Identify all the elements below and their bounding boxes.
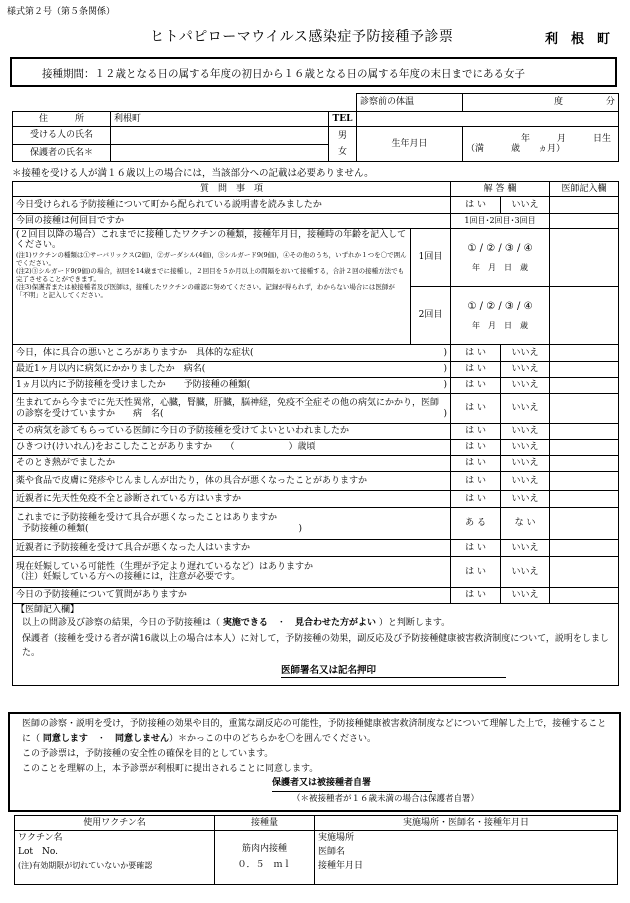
q4-yes[interactable]: は い [451,345,501,362]
form-title: ヒトパピローマウイルス感染症予防接種予診票 [150,29,454,45]
town-name: 利 根 町 [545,32,611,47]
vaccination-record-table [14,815,618,885]
question-5: 最近1ヶ月以内に病気にかかりましたか 病名( ) [13,362,451,378]
period-text: 接種期間：１２歳となる日の属する年度の初日から１６歳となる日の属する年度の末日までにある女子 [42,68,525,80]
vaccine-cell[interactable]: ワクチン名 Lot No. (注)有効期限が切れていないか要確認 [15,831,215,885]
note-over-16: ＊接種を受ける人が満１６歳以上の場合には，当該部分への記載は必要ありません。 [12,168,374,179]
tel-label: TEL [329,112,357,127]
q2-answer[interactable]: 1回目･2回目･3回目 [451,214,550,229]
q16-doctor[interactable] [550,588,619,604]
q14-yes[interactable]: は い [451,540,501,557]
question-2: 今回の接種は何回目ですか [13,214,451,229]
q3-time2-doctor[interactable] [550,287,619,345]
questionnaire-table [12,181,619,686]
q9-no[interactable]: いいえ [501,440,550,456]
question-8: その病気を診てもらっている医師に今日の予防接種を受けてよいといわれましたか [13,424,451,440]
consent-line-3: このことを理解の上，本予診票が利根町に提出されることに同意します。 [22,763,319,774]
place-col-header: 実施場所・医師名・接種年月日 [315,816,618,831]
vaccine-col-header: 使用ワクチン名 [15,816,215,831]
doctor-signature-field[interactable]: 医師署名又は記名押印 [281,666,506,678]
guardian-signature-field[interactable]: 保護者又は被接種者自署 [272,776,432,792]
temp-label: 診察前の体温 [357,94,463,112]
form-number: 様式第２号（第５条関係） [7,7,116,17]
q7-doctor[interactable] [550,394,619,424]
consent-box [8,712,621,812]
tel-field[interactable] [357,112,619,127]
question-column-header: 質 問 事 項 [13,182,451,197]
q14-no[interactable]: いいえ [501,540,550,557]
temp-field[interactable]: 度 分 [463,94,619,112]
person-info-table [12,93,619,162]
question-11: 薬や食品で皮膚に発疹やじんましんが出たり，体の具合が悪くなったことがありますか [13,472,451,491]
q3-time1-label: 1回目 [411,229,451,287]
q3-time1-answer[interactable]: ① / ② / ③ / ④ 年 月 日 歳 [451,229,550,287]
q12-yes[interactable]: は い [451,491,501,508]
q8-yes[interactable]: は い [451,424,501,440]
q11-no[interactable]: いいえ [501,472,550,491]
question-7: 生まれてから今までに先天性異常，心臓，腎臓，肝臓，脳神経，免疫不全症その他の病気にかかり，医師の診察を受けていますか 病 名( ) [13,394,451,424]
q3-time2-label: 2回目 [411,287,451,345]
q7-no[interactable]: いいえ [501,394,550,424]
q1-doctor[interactable] [550,197,619,214]
q11-doctor[interactable] [550,472,619,491]
question-1: 今日受けられる予防接種について町から配られている説明書を読みましたか [13,197,451,214]
q5-yes[interactable]: は い [451,362,501,378]
q15-no[interactable]: いいえ [501,557,550,588]
question-6: 1ヵ月以内に予防接種を受けましたか 予防接種の種類( ) [13,378,451,394]
place-cell[interactable]: 実施場所 医師名 接種年月日 [315,831,618,885]
q5-no[interactable]: いいえ [501,362,550,378]
question-10: そのとき熱がでましたか [13,456,451,472]
q13-yes[interactable]: あ る [451,508,501,540]
q4-doctor[interactable] [550,345,619,362]
birth-label: 生年月日 [357,127,463,162]
address-field[interactable]: 利根町 [111,112,329,127]
doctor-section [13,604,619,686]
person-name-label: 受ける人の氏名 [13,127,111,145]
doctor-judgement[interactable]: 以上の問診及び診察の結果，今日の予防接種は（ 実施できる ・ 見合わせた方がよい ）と判断します。 [22,618,451,629]
q2-doctor[interactable] [550,214,619,229]
q10-doctor[interactable] [550,456,619,472]
q12-no[interactable]: いいえ [501,491,550,508]
q1-yes[interactable]: は い [451,197,501,214]
consent-line-1[interactable]: 医師の診察・説明を受け，予防接種の効果や目的，重篤な副反応の可能性，予防接種健康被害救済制度などについて理解した上で，接種することに（ 同意します ・ 同意しません）＊かっこの中のどちらかを〇を囲んでください。 [22,719,607,744]
question-12: 近親者に先天性免疫不全と診断されている方はいますか [13,491,451,508]
q9-yes[interactable]: は い [451,440,501,456]
address-label: 住 所 [13,112,111,127]
dose-col-header: 接種量 [215,816,315,831]
doctor-column-header: 医師記入欄 [550,182,619,197]
person-name-field[interactable] [111,127,329,145]
q8-no[interactable]: いいえ [501,424,550,440]
question-4: 今日，体に具合の悪いところがありますか 具体的な症状( ) [13,345,451,362]
question-3: (２回目以降の場合）これまでに接種したワクチンの種類，接種年月日，接種時の年齢を記入してください。 (注1)ワクチンの種類は①サーバリックス(2価)，②ガーダシル(4価)，③シルガード9(9価)，④その他のうち，いずれか１つを〇で囲んでください。 (注2)③シルガード9(9価)の場合，初回を14歳までに接種し，２回目を５か月以上の間隔をおいて接種する，合計２回の接種方法でも完了させることができます。 (注3)保護者または被接種者及び医師は，接種したワクチンの確認に努めてください。記録が得られず，わからない場合には医師が「不明」と記入してください。 [13,229,411,345]
birth-field[interactable]: 年 月 日生 （満 歳 ヵ月） [463,127,619,162]
q14-doctor[interactable] [550,540,619,557]
q8-doctor[interactable] [550,424,619,440]
sex-field[interactable]: 男 女 [329,127,357,162]
question-9: ひきつけ(けいれん)をおこしたことがありますか （ ）歳頃 [13,440,451,456]
q10-yes[interactable]: は い [451,456,501,472]
guardian-name-label: 保護者の氏名＊ [13,144,111,162]
question-16: 今日の予防接種について質問がありますか [13,588,451,604]
q7-yes[interactable]: は い [451,394,501,424]
q9-doctor[interactable] [550,440,619,456]
q6-doctor[interactable] [550,378,619,394]
period-box [10,57,617,87]
q1-no[interactable]: いいえ [501,197,550,214]
doctor-explanation: 保護者（接種を受ける者が満16歳以上の場合は本人）に対して，予防接種の効果，副反応及び予防接種健康被害救済制度について，説明をしました。 [22,633,609,659]
q16-yes[interactable]: は い [451,588,501,604]
question-13: これまでに予防接種を受けて具合が悪くなったことはありますか 予防接種の種類( ) [13,508,451,540]
q12-doctor[interactable] [550,491,619,508]
question-15: 現在妊娠している可能性（生理が予定より遅れているなど）はありますか （注）妊娠している方への接種には，注意が必要です。 [13,557,451,588]
q15-yes[interactable]: は い [451,557,501,588]
q5-doctor[interactable] [550,362,619,378]
guardian-name-field[interactable] [111,144,329,162]
q10-no[interactable]: いいえ [501,456,550,472]
q16-no[interactable]: いいえ [501,588,550,604]
dose-cell: 筋肉内接種 ０．５ ｍｌ [215,831,315,885]
q13-no[interactable]: な い [501,508,550,540]
q3-time1-doctor[interactable] [550,229,619,287]
question-14: 近親者に予防接種を受けて具合が悪くなった人はいますか [13,540,451,557]
q15-doctor[interactable] [550,557,619,588]
q11-yes[interactable]: は い [451,472,501,491]
doctor-section-heading: 【医師記入欄】 [16,605,80,615]
q3-time2-answer[interactable]: ① / ② / ③ / ④ 年 月 日 歳 [451,287,550,345]
q6-yes[interactable]: は い [451,378,501,394]
q4-no[interactable]: いいえ [501,345,550,362]
q13-doctor[interactable] [550,508,619,540]
answer-column-header: 解 答 欄 [451,182,550,197]
q6-no[interactable]: いいえ [501,378,550,394]
consent-line-2: この予診票は，予防接種の安全性の確保を目的としています。 [22,748,274,759]
guardian-signature-note: （＊被接種者が１６歳未満の場合は保護者自署） [292,794,480,805]
